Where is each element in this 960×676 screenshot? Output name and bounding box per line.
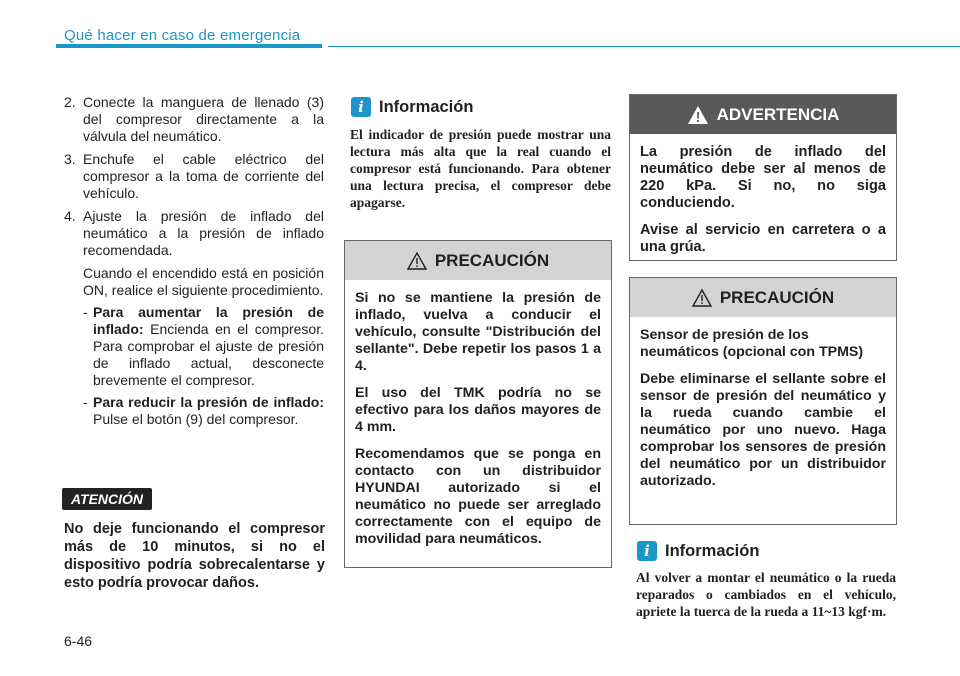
precaucion-paragraph: El uso del TMK podría no se efectivo para los daños mayores de 4 mm.: [355, 385, 601, 435]
step-item: [64, 208, 324, 259]
precaucion-paragraph: Recomendamos que se ponga en contacto con un distribuidor HYUNDAI autorizado si el neumático no puede ser arreglado correctamente con el equipo de movilidad para neumáticos.: [355, 446, 601, 547]
warning-triangle-icon: [687, 105, 709, 125]
advertencia-paragraph: La presión de inflado del neumático debe ser al menos de 220 kPa. Si no, no siga conduciendo.: [640, 144, 886, 211]
advertencia-paragraph: Avise al servicio en carretera o a una grúa.: [640, 222, 886, 255]
info-text: El indicador de presión puede mostrar una lectura más alta que la real cuando el compresor está funcionando. Para obtener una lectura precisa, el compresor debe apagarse.: [350, 127, 611, 210]
procedure-paragraph: Cuando el encendido está en posición ON, realice el siguiente procedimiento.: [83, 265, 324, 298]
precaucion-box: [344, 240, 612, 568]
step-text: Enchufe el cable eléctrico del compresor a la toma de corriente del vehículo.: [83, 151, 324, 201]
sub-bold-label: Para aumentar la presión de inflado:: [93, 304, 324, 337]
sub-bold-label: Para reducir la presión de inflado:: [93, 394, 324, 410]
sub-item: [64, 394, 324, 428]
info-text: Al volver a montar el neumático o la rueda reparados o cambiados en el vehículo, apriete la tuerca de la rueda a 11~13 kgf·m.: [636, 570, 896, 619]
advertencia-body: [630, 134, 896, 256]
advertencia-title: ADVERTENCIA: [716, 104, 840, 124]
advertencia-header: [630, 95, 896, 134]
step-text: Ajuste la presión de inflado del neumático a la presión de inflado recomendada.: [83, 208, 324, 258]
step-item: [64, 94, 324, 145]
info-icon: i: [351, 97, 371, 117]
precaucion-body: [345, 280, 611, 548]
sub-text: Encienda en el compresor. Para comprobar el ajuste de presión de inflado actual, desconecte brevemente el compresor.: [93, 321, 324, 388]
step-text: Conecte la manguera de llenado (3) del compresor directamente a la válvula del neumático.: [83, 94, 324, 144]
page-number: 6-46: [64, 633, 93, 649]
precaucion-body: [630, 317, 896, 490]
info-icon: i: [637, 541, 657, 561]
sub-dash: -: [83, 304, 88, 320]
title-rule: [328, 46, 960, 47]
info-title: Información: [665, 541, 760, 560]
precaucion-header: [630, 278, 896, 317]
precaucion-header: [345, 241, 611, 280]
step-number: 4.: [64, 208, 76, 224]
info-heading: [637, 541, 759, 561]
warning-triangle-icon: [692, 289, 712, 307]
info-title: Información: [379, 97, 474, 116]
precaucion-paragraph: Debe eliminarse el sellante sobre el sensor de presión del neumático y la rueda cuando cambie el neumático por uno nuevo. Haga comprobar los sensores de presión del neumático por un distribuidor autorizado.: [640, 371, 886, 489]
step-number: 2.: [64, 94, 76, 110]
precaucion-title: PRECAUCIÓN: [719, 287, 835, 307]
sub-item: [64, 304, 324, 389]
info-heading: [351, 97, 473, 117]
title-underline: [56, 44, 322, 48]
precaucion-paragraph: Sensor de presión de los neumáticos (opcional con TPMS): [640, 327, 864, 360]
warning-triangle-icon: [407, 252, 427, 270]
section-title: Qué hacer en caso de emergencia: [64, 27, 301, 44]
advertencia-box: [629, 94, 897, 261]
atencion-text: No deje funcionando el compresor más de 10 minutos, si no el dispositivo podría sobrecalentarse y esto podría provocar daños.: [64, 521, 325, 591]
step-number: 3.: [64, 151, 76, 167]
step-item: [64, 151, 324, 202]
sub-text: Pulse el botón (9) del compresor.: [93, 411, 299, 427]
precaucion-title: PRECAUCIÓN: [434, 250, 550, 270]
atencion-badge: ATENCIÓN: [62, 488, 152, 510]
precaucion-tpms-box: [629, 277, 897, 525]
instructions-column: [64, 94, 324, 433]
sub-dash: -: [83, 394, 88, 410]
precaucion-paragraph: Si no se mantiene la presión de inflado, vuelva a conducir el vehículo, consulte "Distribución del sellante". Debe repetir los pasos 1 a 4.: [355, 290, 601, 374]
